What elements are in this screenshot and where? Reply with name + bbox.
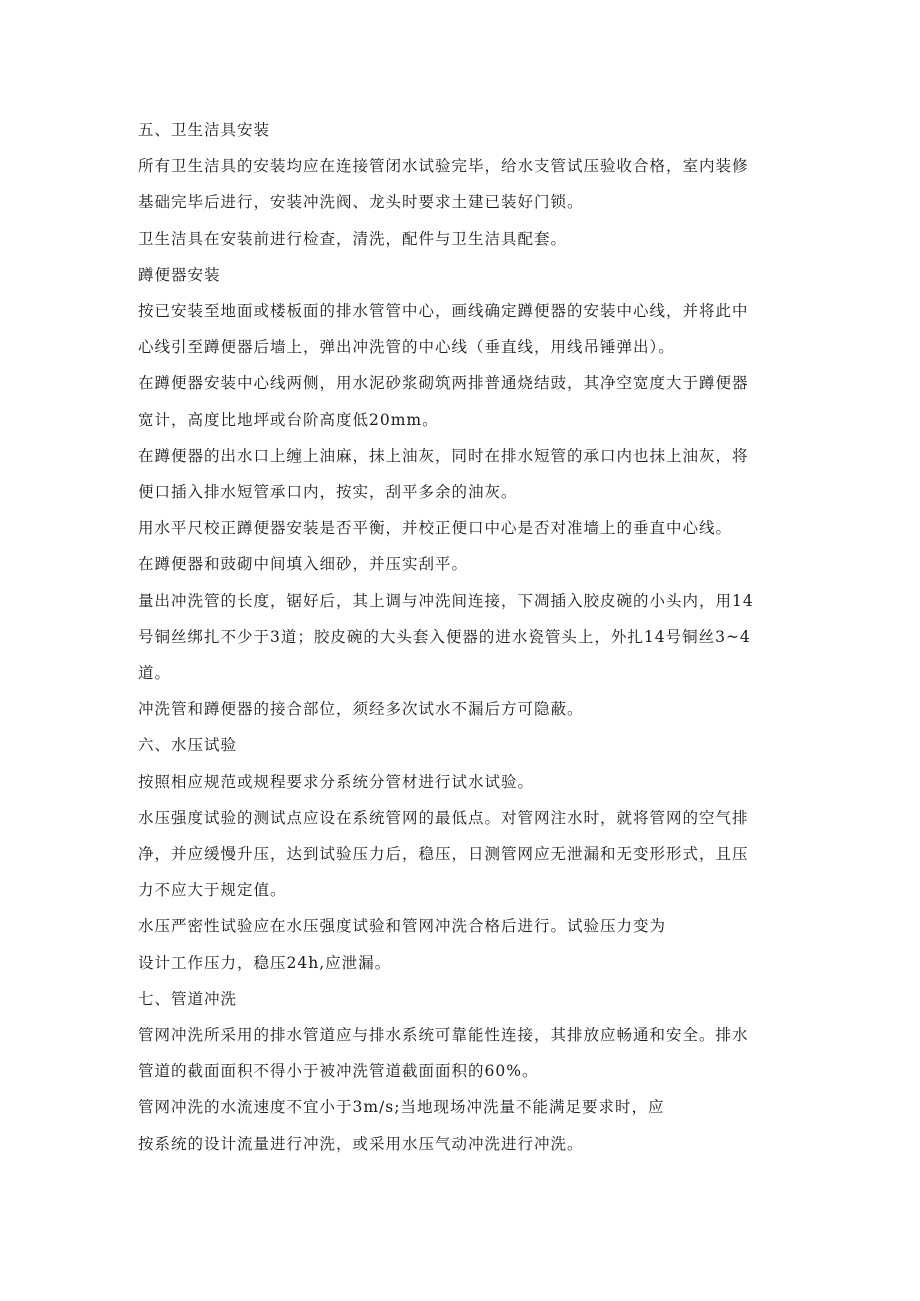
paragraph-line: 所有卫生洁具的安装均应在连接管闭水试验完毕，给水支管试压验收合格，室内装修 xyxy=(138,157,749,176)
paragraph-line: 用水平尺校正蹲便器安装是否平衡，并校正便口中心是否对准墙上的垂直中心线。 xyxy=(138,519,733,538)
section-heading-5: 五、卫生洁具安装 xyxy=(138,121,271,139)
paragraph-line: 在蹲便器和豉砌中间填入细砂，并压实刮平。 xyxy=(138,555,469,574)
paragraph-line: 基础完毕后进行，安装冲洗阀、龙头时要求土建已装好门锁。 xyxy=(138,193,584,212)
paragraph-line: 水压严密性试验应在水压强度试验和管网冲洗合格后进行。试验压力变为 xyxy=(138,917,667,936)
paragraph-line: 号铜丝绑扎不少于3道；胶皮碗的大头套入便器的进水瓷管头上，外扎14号铜丝3~4 xyxy=(138,627,751,646)
paragraph-line: 在蹲便器安装中心线两侧，用水泥砂浆砌筑两排普通烧结豉，其净空宽度大于蹲便器 xyxy=(138,374,749,393)
subsection-heading-squat-toilet: 蹲便器安装 xyxy=(138,265,221,284)
paragraph-line: 冲洗管和蹲便器的接合部位，须经多次试水不漏后方可隐蔽。 xyxy=(138,700,584,719)
paragraph-line: 管道的截面面积不得小于被冲洗管道截面面积的60%。 xyxy=(138,1062,539,1081)
paragraph-line: 卫生洁具在安装前进行检查，清洗，配件与卫生洁具配套。 xyxy=(138,229,568,248)
section-heading-6: 六、水压试验 xyxy=(138,736,238,755)
paragraph-line: 设计工作压力，稳压24h,应泄漏。 xyxy=(138,953,392,972)
paragraph-line: 按系统的设计流量进行冲洗，或采用水压气动冲洗进行冲洗。 xyxy=(138,1134,584,1153)
paragraph-line: 宽计，高度比地坪或台阶高度低20mm。 xyxy=(138,410,439,429)
paragraph-line: 管网冲洗所采用的排水管道应与排水系统可靠能性连接，其排放应畅通和安全。排水 xyxy=(138,1026,749,1045)
paragraph-line: 按已安装至地面或楼板面的排水管管中心，画线确定蹲便器的安装中心线，并将此中 xyxy=(138,302,749,321)
paragraph-line: 心线引至蹲便器后墙上，弹出冲洗管的中心线（垂直线，用线吊锤弹出）。 xyxy=(138,338,675,357)
section-heading-7: 七、管道冲洗 xyxy=(138,989,238,1008)
paragraph-line: 便口插入排水短管承口内，按实，刮平多余的油灰。 xyxy=(138,483,518,502)
paragraph-line: 管网冲洗的水流速度不宜小于3m∕s;当地现场冲洗量不能满足要求时，应 xyxy=(138,1098,665,1117)
paragraph-line: 水压强度试验的测试点应设在系统管网的最低点。对管网注水时，就将管网的空气排 xyxy=(138,808,749,827)
paragraph-line: 量出冲洗管的长度，锯好后，其上调与冲洗间连接，下凋插入胶皮碗的小头内，用14 xyxy=(138,591,754,610)
paragraph-line: 在蹲便器的出水口上缠上油麻，抹上油灰，同时在排水短管的承口内也抹上油灰，将 xyxy=(138,446,749,465)
paragraph-line: 净，并应缓慢升压，达到试验压力后，稳压，日测管网应无泄漏和无变形形式，且压 xyxy=(138,845,749,864)
paragraph-line: 按照相应规范或规程要求分系统分管材进行试水试验。 xyxy=(138,772,535,791)
paragraph-line: 道。 xyxy=(138,664,172,683)
document-body xyxy=(138,112,778,1162)
paragraph-line: 力不应大于规定值。 xyxy=(138,881,287,900)
